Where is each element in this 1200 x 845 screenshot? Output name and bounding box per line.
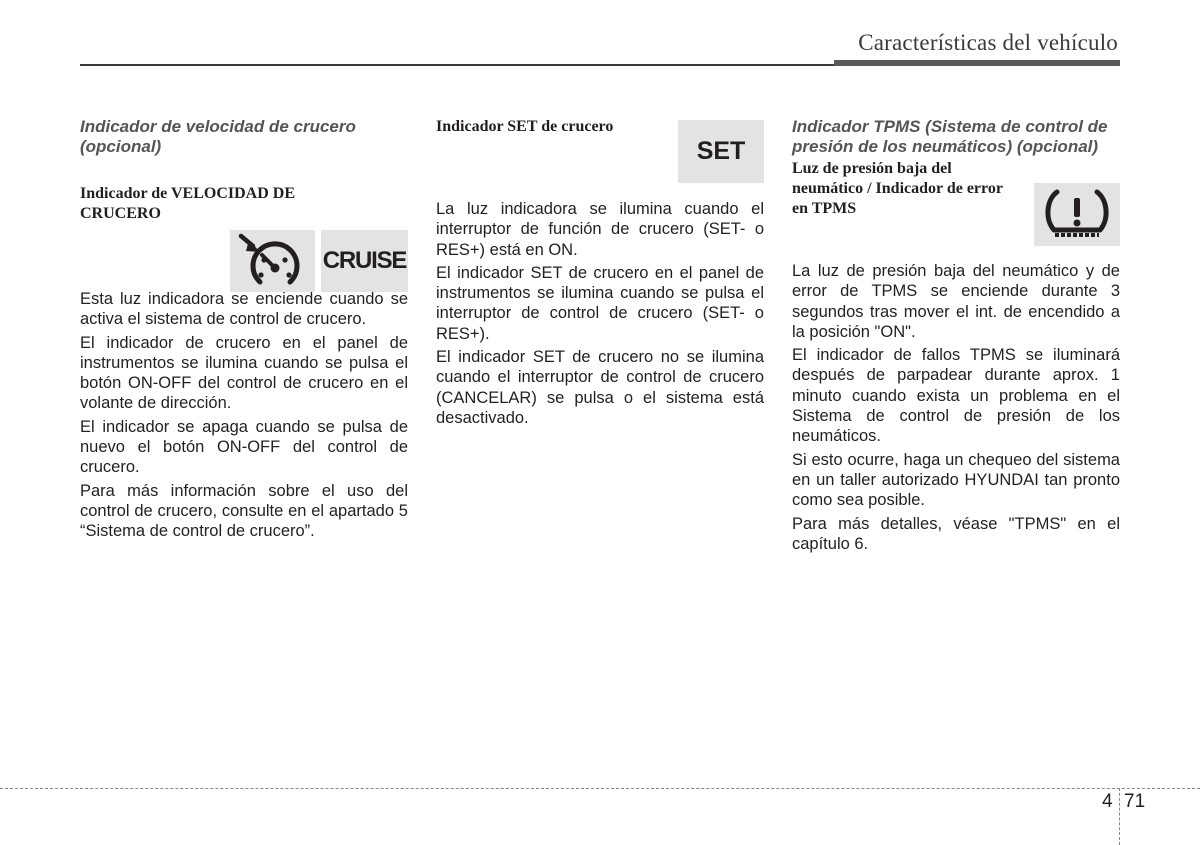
paragraph: La luz de presión baja del neumático y de error de TPMS se enciende durante 3 segundos tras mover el int. de encendido a la posición "ON". <box>792 262 1120 341</box>
paragraph: Para más información sobre el uso del control de crucero, consulte en el apartado 5 “Sistema de control de crucero”. <box>80 481 408 541</box>
cruise-speedometer-icon-box <box>230 230 315 292</box>
footer-divider <box>0 788 1200 789</box>
paragraph: El indicador de fallos TPMS se iluminará después de parpadear durante aprox. 1 minuto cuando exista un problema en el Sistema de control de presión de los neumáticos. <box>792 346 1120 446</box>
paragraph: Para más detalles, véase "TPMS" en el capítulo 6. <box>792 514 1120 553</box>
section-heading: Indicador TPMS (Sistema de control de presión de los neumáticos) (opcional) <box>792 117 1108 156</box>
set-body-text <box>436 199 764 431</box>
cruise-speedometer-icon <box>238 233 308 289</box>
paragraph: El indicador se apaga cuando se pulsa de nuevo el botón ON-OFF del control de crucero. <box>80 417 408 477</box>
column-cruise-indicator <box>80 117 408 541</box>
paragraph: El indicador de crucero en el panel de instrumentos se ilumina cuando se pulsa el botón ON-OFF del control de crucero en el volante de dirección. <box>80 333 408 413</box>
tpms-warning-icon <box>1043 188 1111 242</box>
footer-vertical-divider <box>1119 788 1120 845</box>
set-label: SET <box>696 137 746 165</box>
indicator-title: Indicador SET de crucero <box>436 118 614 135</box>
column-tpms-indicator <box>792 117 1120 553</box>
paragraph: Si esto ocurre, haga un chequeo del sistema en un taller autorizado HYUNDAI tan pronto como sea posible. <box>792 450 1120 510</box>
paragraph: El indicador SET de crucero no se ilumina cuando el interruptor de control de crucero (CANCELAR) se pulsa o el sistema está desactivado. <box>436 348 764 427</box>
cruise-label: CRUISE <box>322 247 407 274</box>
column-set-indicator <box>436 117 764 427</box>
tpms-icon-box <box>1034 183 1120 246</box>
indicator-title: Indicador de VELOCIDAD DE CRUCERO <box>80 185 296 222</box>
cruise-body-text <box>80 289 408 545</box>
paragraph: El indicador SET de crucero en el panel de instrumentos se ilumina cuando se pulsa el interruptor de control de crucero (SET- o RES+). <box>436 263 764 343</box>
chapter-number: 4 <box>1102 791 1113 812</box>
tpms-body-text <box>792 261 1120 557</box>
set-label-box <box>678 120 764 183</box>
header-divider-accent <box>834 60 1120 66</box>
cruise-label-box <box>321 230 408 292</box>
indicator-title: Luz de presión baja del neumático / Indicador de error en TPMS <box>792 160 1003 217</box>
paragraph: La luz indicadora se ilumina cuando el interruptor de función de crucero (SET- o RES+) está en ON. <box>436 200 764 259</box>
section-heading: Indicador de velocidad de crucero (opcional) <box>80 117 356 156</box>
page-title: Características del vehículo <box>858 30 1118 55</box>
paragraph: Esta luz indicadora se enciende cuando se activa el sistema de control de crucero. <box>80 290 408 329</box>
page-number: 71 <box>1124 791 1146 812</box>
